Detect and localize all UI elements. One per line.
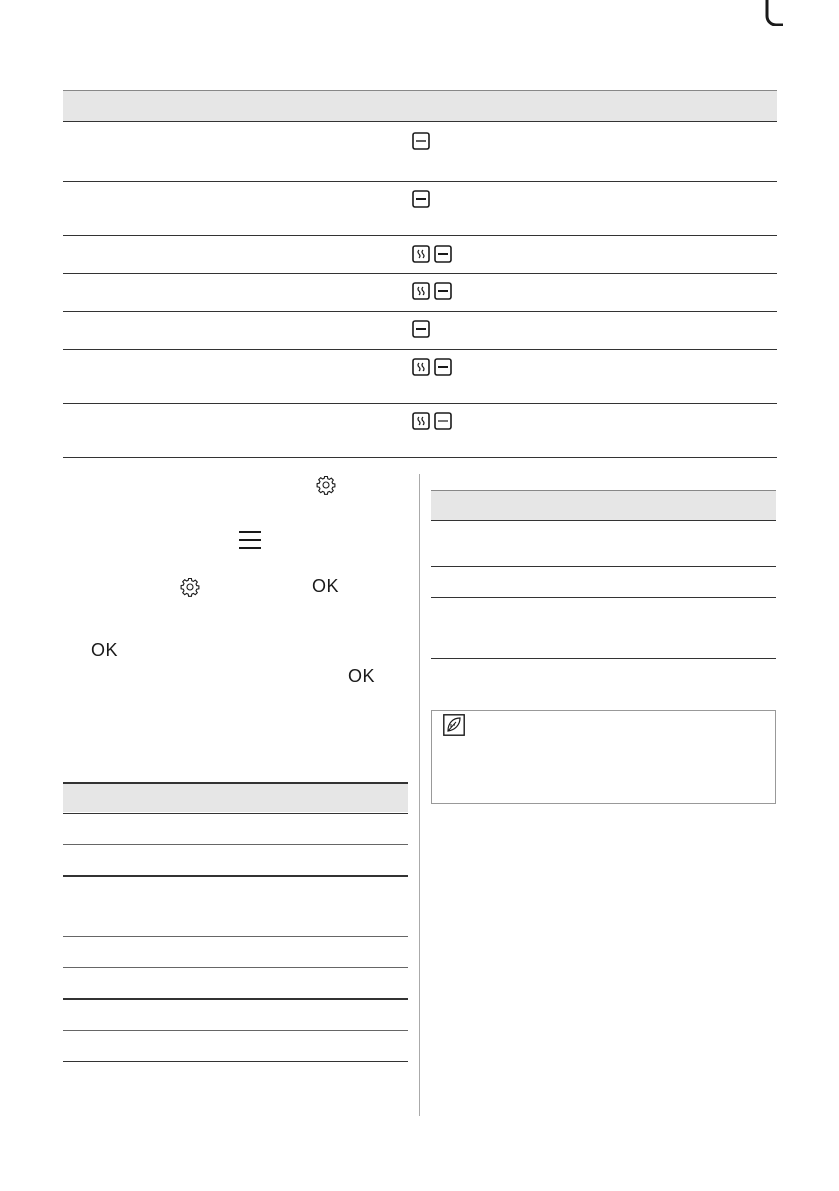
lower-table-rule bbox=[63, 875, 408, 877]
row-2-rule bbox=[63, 235, 777, 236]
header-bottom-rule bbox=[63, 121, 777, 122]
menu-icon bbox=[238, 530, 262, 550]
lower-table-rule bbox=[63, 998, 408, 1000]
grill-element-icon bbox=[434, 282, 452, 300]
environment-note-box bbox=[431, 710, 776, 804]
header-top-rule bbox=[63, 90, 777, 91]
row-4-rule bbox=[63, 311, 777, 312]
ok-button-label: OK bbox=[312, 576, 340, 596]
leaf-icon bbox=[443, 714, 465, 736]
right-table-bottom-rule bbox=[431, 658, 776, 659]
row-6-rule bbox=[63, 403, 777, 404]
row-5-rule bbox=[63, 349, 777, 350]
lower-table-header-rule bbox=[63, 813, 408, 814]
right-table-rule bbox=[431, 566, 776, 567]
grill-element-icon bbox=[434, 358, 452, 376]
right-table-header-rule bbox=[431, 520, 776, 521]
row-7-icons bbox=[412, 412, 452, 430]
ok-button-label: OK bbox=[91, 640, 119, 660]
row-3-icons bbox=[412, 245, 452, 263]
row-3-rule bbox=[63, 273, 777, 274]
row-4-icons bbox=[412, 282, 452, 300]
grill-element-icon bbox=[412, 190, 430, 208]
heat-waves-icon bbox=[412, 358, 430, 376]
grill-element-icon bbox=[434, 412, 452, 430]
lower-table-bottom-rule bbox=[63, 1061, 408, 1062]
table-bottom-rule bbox=[63, 457, 777, 458]
gear-icon bbox=[316, 475, 336, 495]
lower-table-header bbox=[63, 784, 408, 812]
lower-table-rule bbox=[63, 1030, 408, 1031]
grill-element-icon bbox=[434, 245, 452, 263]
grill-element-icon bbox=[412, 132, 430, 150]
main-table-header bbox=[63, 91, 777, 121]
row-6-icons bbox=[412, 358, 452, 376]
right-table-rule bbox=[431, 597, 776, 598]
page-corner-mark bbox=[765, 0, 783, 26]
right-table-top-rule bbox=[431, 490, 776, 491]
heat-waves-icon bbox=[412, 282, 430, 300]
right-table-header bbox=[431, 491, 776, 520]
ok-button-label: OK bbox=[348, 666, 376, 686]
heat-waves-icon bbox=[412, 412, 430, 430]
row-1-rule bbox=[63, 181, 777, 182]
column-divider bbox=[419, 474, 420, 1116]
heat-waves-icon bbox=[412, 245, 430, 263]
lower-table-rule bbox=[63, 967, 408, 968]
lower-table-rule bbox=[63, 936, 408, 937]
lower-table-rule bbox=[63, 844, 408, 845]
grill-element-icon bbox=[412, 320, 430, 338]
gear-icon bbox=[180, 577, 200, 597]
